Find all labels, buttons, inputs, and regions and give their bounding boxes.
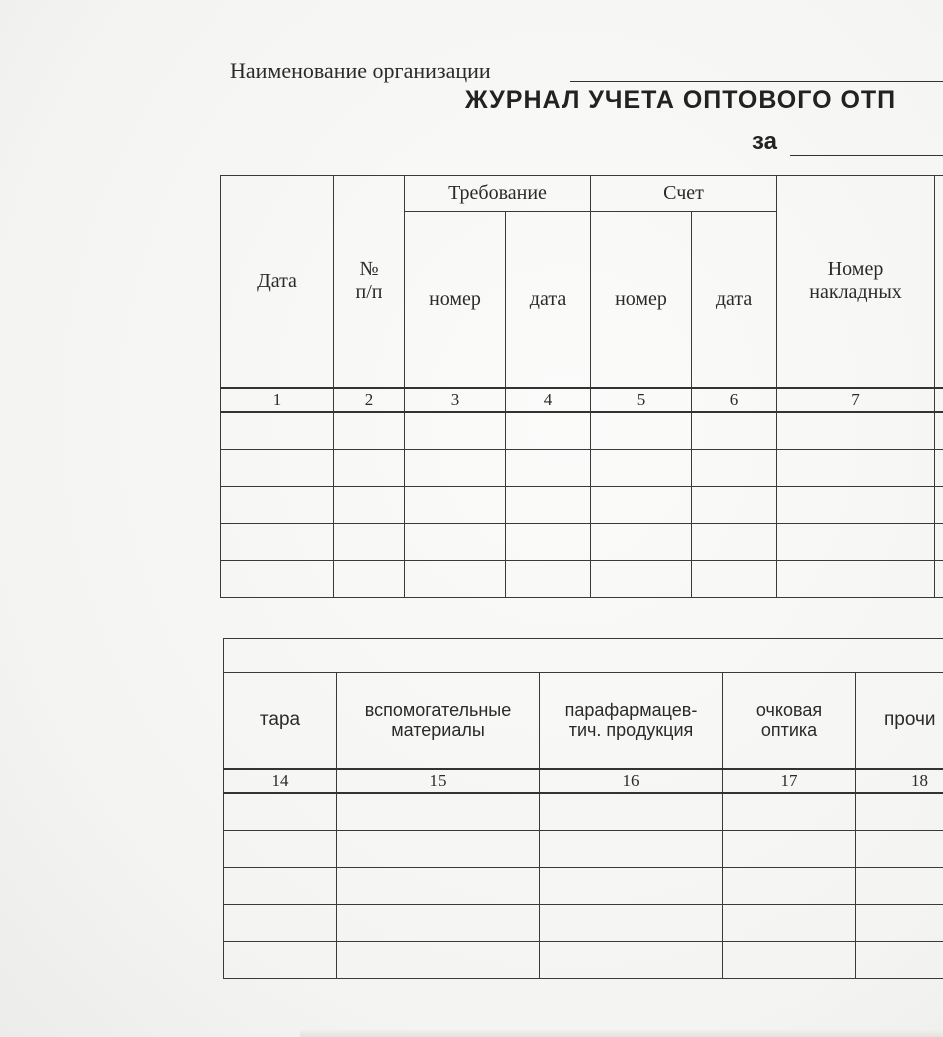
- header-requirement-number: номер: [405, 212, 506, 388]
- header-requirement-date: дата: [506, 212, 591, 388]
- header-optics: очковая оптика: [723, 673, 856, 769]
- table-row: [221, 560, 943, 597]
- table-row: [224, 904, 943, 941]
- table-row: [221, 412, 943, 450]
- header-tara: тара: [224, 673, 337, 769]
- column-number: 6: [692, 388, 777, 412]
- header-date: Дата: [221, 176, 334, 388]
- column-number: 5: [591, 388, 692, 412]
- column-number: 3: [405, 388, 506, 412]
- journal-table-bottom: [223, 638, 943, 979]
- header-parapharmaceutical: парафармацев- тич. продукция: [540, 673, 723, 769]
- column-number: 7: [777, 388, 935, 412]
- column-number: 1: [221, 388, 334, 412]
- page-bottom-shadow: [300, 1030, 943, 1037]
- period-fill-line: [790, 154, 943, 156]
- column-number: 17: [723, 769, 856, 793]
- header-row-number: № п/п: [334, 176, 405, 388]
- header-cut-off: [935, 176, 943, 388]
- table-row: [224, 941, 943, 978]
- column-number: 14: [224, 769, 337, 793]
- column-number: 2: [334, 388, 405, 412]
- column-number: 4: [506, 388, 591, 412]
- header-auxiliary-materials: вспомогательные материалы: [337, 673, 540, 769]
- journal-title: ЖУРНАЛ УЧЕТА ОПТОВОГО ОТП: [465, 86, 897, 114]
- period-label: за: [752, 128, 777, 155]
- header-top-band: [224, 639, 943, 673]
- column-number: 16: [540, 769, 723, 793]
- header-other: прочи: [856, 673, 943, 769]
- header-invoice-date: дата: [692, 212, 777, 388]
- journal-table-top: [220, 175, 943, 598]
- header-requirement-group: Требование: [405, 176, 591, 212]
- organization-label: Наименование организации: [230, 58, 491, 83]
- organization-fill-line: [570, 80, 943, 82]
- header-invoice-group: Счет: [591, 176, 777, 212]
- header-waybill-number: Номер накладных: [777, 176, 935, 388]
- table-row: [221, 486, 943, 523]
- table-row: [221, 449, 943, 486]
- column-number-row: [224, 769, 943, 793]
- header-invoice-number: номер: [591, 212, 692, 388]
- table-row: [224, 793, 943, 831]
- column-number: 18: [856, 769, 943, 793]
- table-row: [224, 867, 943, 904]
- column-number: [935, 388, 943, 412]
- table-row: [221, 523, 943, 560]
- table-row: [224, 830, 943, 867]
- column-number: 15: [337, 769, 540, 793]
- column-number-row: [221, 388, 943, 412]
